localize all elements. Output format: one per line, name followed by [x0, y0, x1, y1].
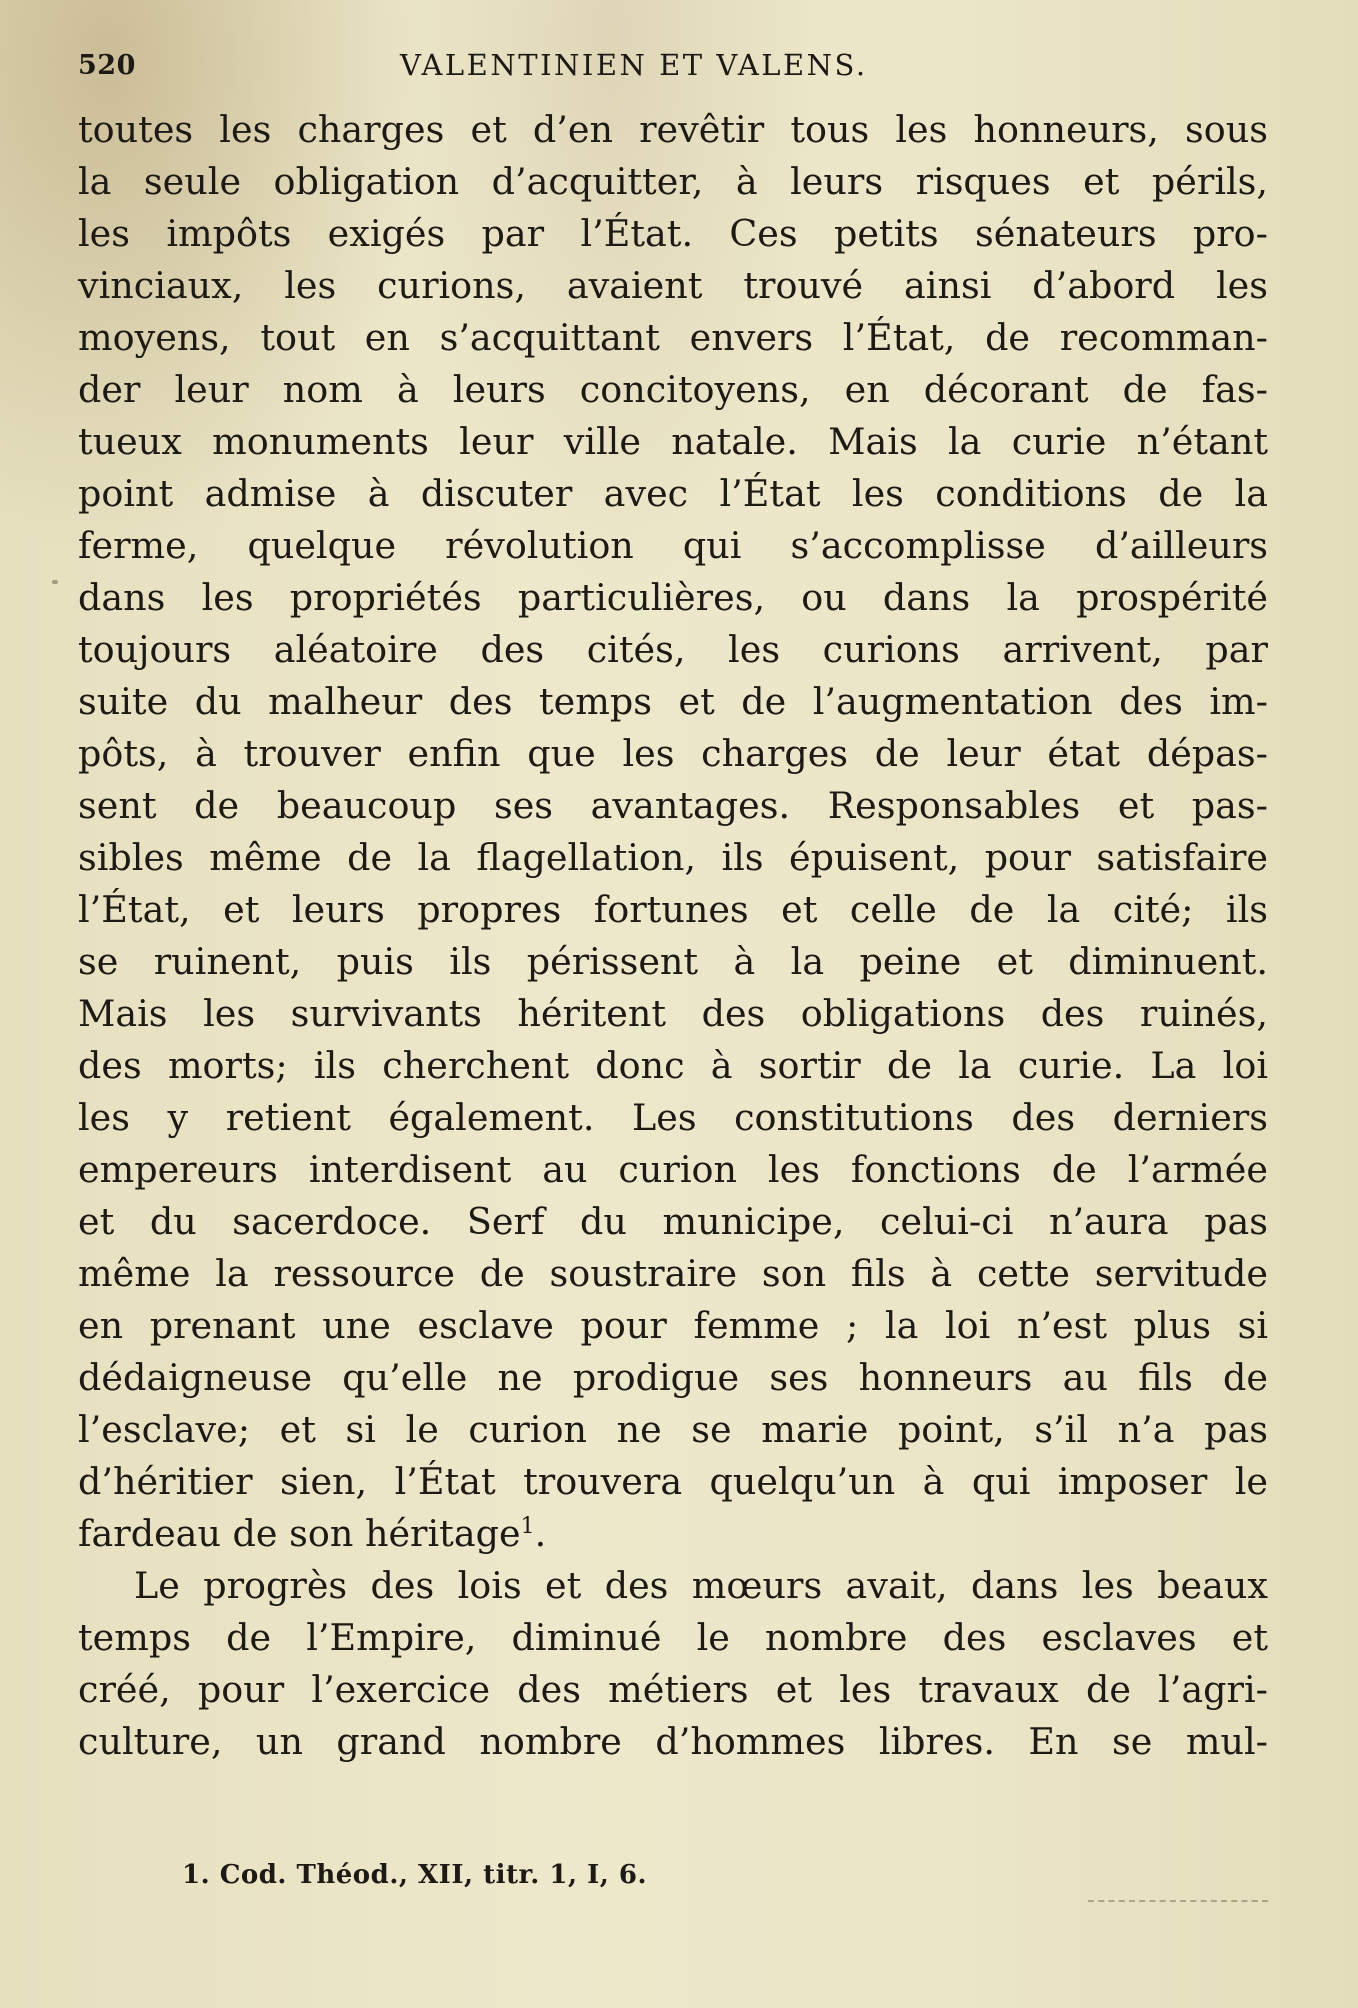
text-line: les impôts exigés par l’État. Ces petits sénateurs pro- [78, 212, 1268, 255]
text-line: ferme, quelque révolution qui s’accomplisse d’ailleurs [78, 524, 1268, 567]
text-line: sent de beaucoup ses avantages. Responsables et pas- [78, 784, 1268, 827]
text-line: et du sacerdoce. Serf du municipe, celui-ci n’aura pas [78, 1200, 1268, 1243]
text-line: moyens, tout en s’acquittant envers l’État, de recomman- [78, 316, 1268, 359]
text-line: même la ressource de soustraire son fils à cette servitude [78, 1252, 1268, 1295]
text-line: se ruinent, puis ils périssent à la peine et diminuent. [78, 940, 1268, 983]
text-line: der leur nom à leurs concitoyens, en décorant de fas- [78, 368, 1268, 411]
running-title: VALENTINIEN ET VALENS. [400, 48, 868, 82]
paper-mark [1088, 1900, 1268, 1902]
text-line: toutes les charges et d’en revêtir tous les honneurs, sous [78, 108, 1268, 151]
text-line-paragraph-end: fardeau de son héritage$^1$. [78, 1512, 547, 1555]
text-line: dédaigneuse qu’elle ne prodigue ses honneurs au fils de [78, 1356, 1268, 1399]
text-line: Mais les survivants héritent des obligations des ruinés, [78, 992, 1268, 1035]
text-line: sibles même de la flagellation, ils épuisent, pour satisfaire [78, 836, 1268, 879]
text-line: des morts; ils cherchent donc à sortir de la curie. La loi [78, 1044, 1268, 1087]
text-line: dans les propriétés particulières, ou dans la prospérité [78, 576, 1268, 619]
text-line: la seule obligation d’acquitter, à leurs risques et périls, [78, 160, 1268, 203]
text-line: d’héritier sien, l’État trouvera quelqu’un à qui imposer le [78, 1460, 1268, 1503]
text-line: toujours aléatoire des cités, les curions arrivent, par [78, 628, 1268, 671]
paper-fleck [52, 580, 58, 584]
footnote-area [182, 1860, 1242, 1890]
page-number: 520 [78, 50, 136, 81]
footnote: 1. Cod. Théod., XII, titr. 1, I, 6. [182, 1860, 647, 1890]
text-line: temps de l’Empire, diminué le nombre des esclaves et [78, 1616, 1268, 1659]
text-line-paragraph-start: Le progrès des lois et des mœurs avait, dans les beaux [134, 1564, 1268, 1607]
text-line: l’État, et leurs propres fortunes et celle de la cité; ils [78, 888, 1268, 931]
text-line: créé, pour l’exercice des métiers et les travaux de l’agri- [78, 1668, 1268, 1711]
text-line-content: fardeau de son héritage [78, 1512, 521, 1555]
text-line: empereurs interdisent au curion les fonctions de l’armée [78, 1148, 1268, 1191]
text-line: les y retient également. Les constitutions des derniers [78, 1096, 1268, 1139]
text-line: l’esclave; et si le curion ne se marie point, s’il n’a pas [78, 1408, 1268, 1451]
body-text [78, 104, 1268, 1768]
text-line: vinciaux, les curions, avaient trouvé ainsi d’abord les [78, 264, 1268, 307]
text-line: pôts, à trouver enfin que les charges de leur état dépas- [78, 732, 1268, 775]
text-line: en prenant une esclave pour femme ; la loi n’est plus si [78, 1304, 1268, 1347]
text-line: tueux monuments leur ville natale. Mais la curie n’étant [78, 420, 1268, 463]
text-line: suite du malheur des temps et de l’augmentation des im- [78, 680, 1268, 723]
page-header [78, 42, 1268, 92]
text-line: point admise à discuter avec l’État les conditions de la [78, 472, 1268, 515]
text-line: culture, un grand nombre d’hommes libres. En se mul- [78, 1720, 1268, 1763]
footnote-reference[interactable]: 1 [520, 1513, 535, 1539]
